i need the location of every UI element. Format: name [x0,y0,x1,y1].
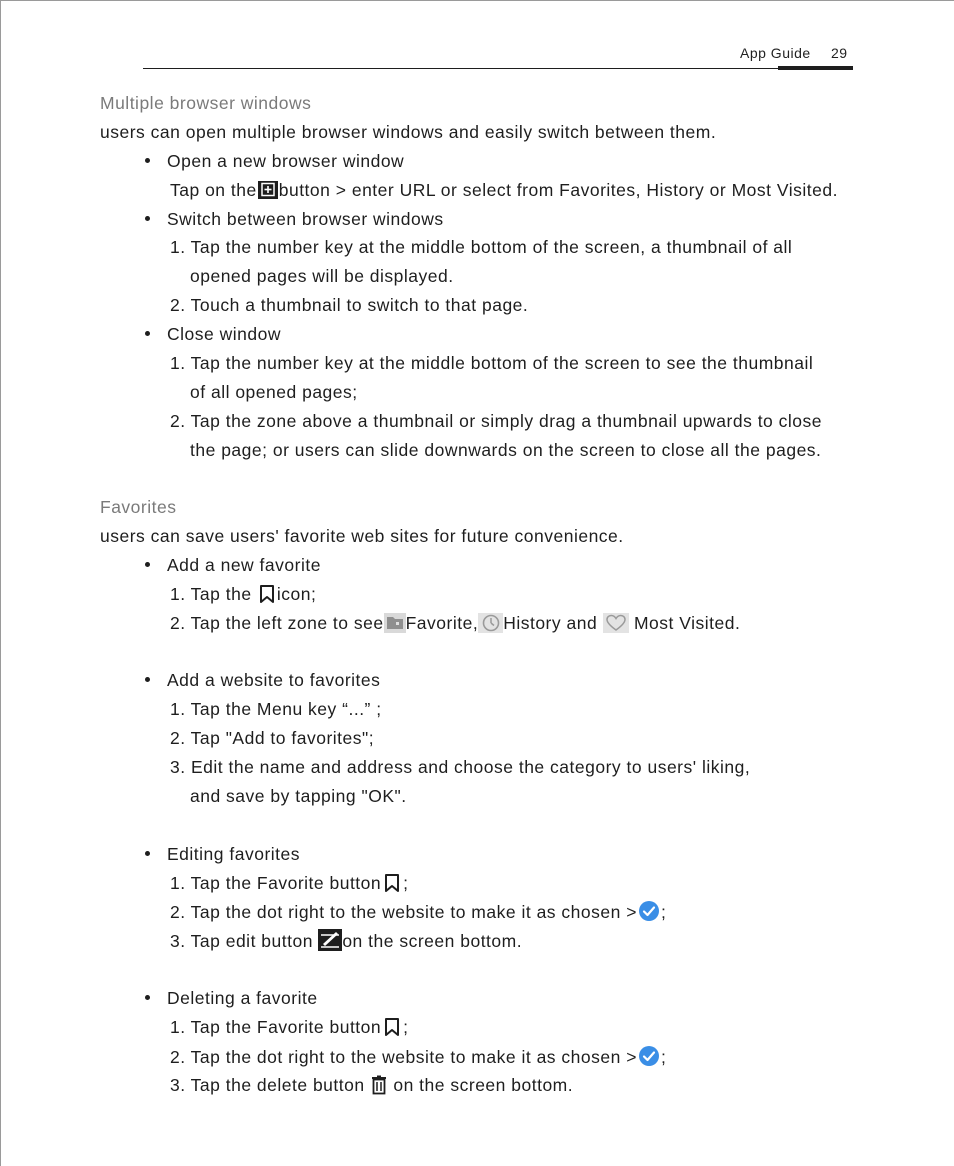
step-add-website-3: 3. Edit the name and address and choose the category to users' liking, [170,757,751,777]
step-text: icon; [276,584,317,604]
step-text: ; [660,902,667,922]
step-editing-2 [170,900,666,923]
step-open-window [170,179,838,201]
step-text: ; [403,1017,409,1037]
section-intro: users can save users' favorite web sites for future convenience. [100,526,624,546]
step-text: Favorite, [405,613,479,633]
page-number: 29 [831,45,848,61]
step-text: 1. Tap the [170,584,252,604]
step-add-website-2: 2. Tap "Add to favorites"; [170,728,375,748]
step-editing-3 [170,929,522,952]
step-deleting-3 [170,1074,573,1096]
bullet-close-window: Close window [167,324,281,344]
bullet-add-website: Add a website to favorites [167,670,381,690]
step-text: 2. Tap the left zone to see [170,613,384,633]
step-text: on the screen bottom. [342,931,523,951]
check-circle-icon [637,900,661,922]
step-deleting-1 [170,1016,409,1038]
heart-icon [603,613,629,633]
page-border-top [0,0,954,1]
step-close-1: 1. Tap the number key at the middle bottom of the screen to see the thumbnail [170,353,814,373]
step-close-2-cont: the page; or users can slide downwards on the screen to close all the pages. [190,440,822,460]
section-heading-multiple-windows: Multiple browser windows [100,93,312,113]
step-text: ; [660,1047,667,1067]
bookmark-icon [257,584,277,604]
bullet [145,995,150,1000]
step-add-website-3-cont: and save by tapping "OK". [190,786,407,806]
step-close-2: 2. Tap the zone above a thumbnail or simply drag a thumbnail upwards to close [170,411,823,431]
bookmark-icon [381,1017,403,1037]
step-add-new-2 [170,612,740,634]
step-text: button > enter URL or select from Favorites, History or Most Visited. [278,180,838,200]
section-intro: users can open multiple browser windows and easily switch between them. [100,122,717,142]
edit-icon [318,929,342,951]
bullet [145,158,150,163]
step-text: Most Visited. [633,613,741,633]
step-switch-2: 2. Touch a thumbnail to switch to that page. [170,295,529,315]
header-section-label: App Guide [740,45,811,61]
step-text: History and [503,613,598,633]
bookmark-icon [381,873,403,893]
trash-icon [370,1075,388,1095]
step-text: 2. Tap the dot right to the website to make it as chosen > [170,902,637,922]
step-add-new-1 [170,583,316,605]
header-rule [143,68,853,69]
step-text: 3. Tap edit button [170,931,313,951]
bullet [145,331,150,336]
check-circle-icon [637,1045,661,1067]
bullet [145,677,150,682]
header-accent-bar [778,66,853,70]
folder-icon [384,613,406,633]
step-text: Tap on the [170,180,257,200]
step-text: 3. Tap the delete button [170,1075,365,1095]
bullet-editing-favorites: Editing favorites [167,844,301,864]
clock-icon [478,613,503,633]
new-window-icon [257,180,279,200]
bullet-add-new-favorite: Add a new favorite [167,555,321,575]
step-switch-1: 1. Tap the number key at the middle bottom of the screen, a thumbnail of all [170,237,793,257]
page-border [0,0,1,1166]
bullet-deleting-favorite: Deleting a favorite [167,988,318,1008]
step-text: ; [403,873,409,893]
step-text: 2. Tap the dot right to the website to make it as chosen > [170,1047,637,1067]
bullet [145,851,150,856]
step-close-1-cont: of all opened pages; [190,382,358,402]
step-switch-1-cont: opened pages will be displayed. [190,266,454,286]
step-deleting-2 [170,1045,666,1068]
step-text: on the screen bottom. [393,1075,574,1095]
bullet-open-window: Open a new browser window [167,151,405,171]
section-heading-favorites: Favorites [100,497,177,517]
step-editing-1 [170,872,409,894]
bullet [145,216,150,221]
step-add-website-1: 1. Tap the Menu key “...” ; [170,699,382,719]
bullet [145,562,150,567]
step-text: 1. Tap the Favorite button [170,873,382,893]
bullet-switch-windows: Switch between browser windows [167,209,444,229]
step-text: 1. Tap the Favorite button [170,1017,382,1037]
